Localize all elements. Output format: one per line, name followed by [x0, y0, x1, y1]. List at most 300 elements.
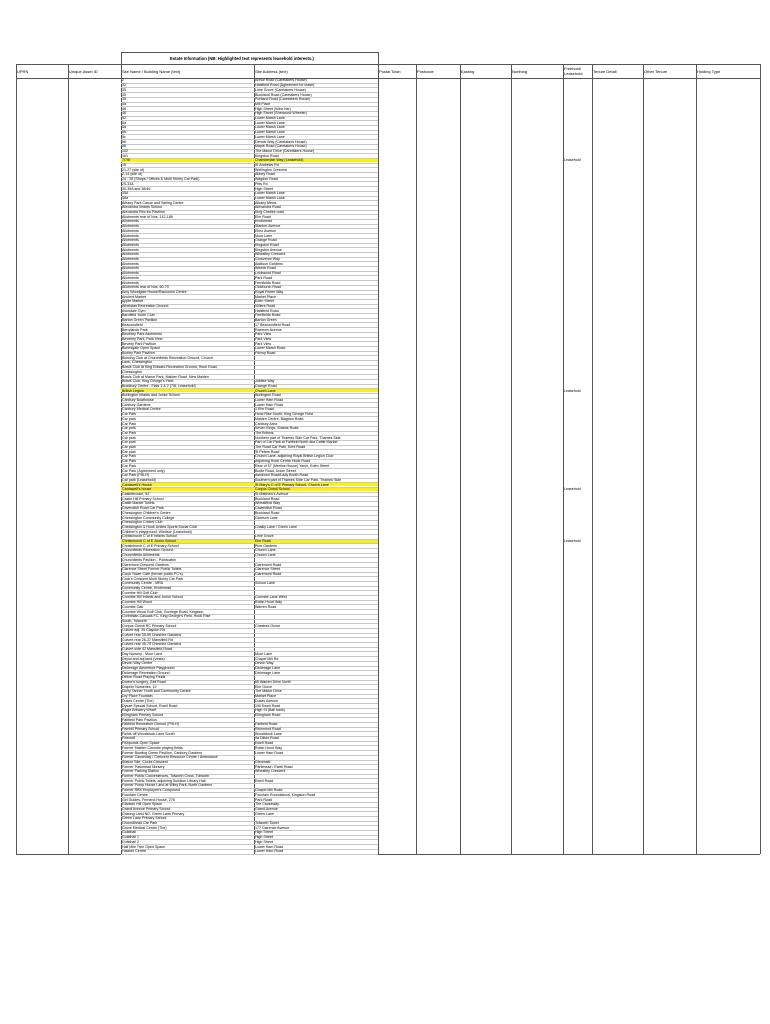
site-name-cell: Allotments	[122, 261, 139, 266]
column-header: Postcode	[417, 69, 434, 74]
site-address-cell: Market Place	[255, 694, 276, 699]
site-name-cell: 2-14 (site of)	[122, 172, 143, 177]
site-address-cell: Richmond Road	[255, 727, 281, 731]
site-name-cell: Allotments	[122, 280, 139, 285]
site-address-cell: Hook Rise South, King George Field	[255, 412, 313, 417]
site-name-cell: Allotments	[122, 271, 139, 276]
site-address-cell: High Street (Wine bar)	[255, 106, 291, 111]
site-address-cell: Devon Way	[255, 661, 274, 666]
site-address-cell: Glenmaid	[255, 759, 271, 764]
site-name-cell: Beverley Park, Park View	[122, 336, 163, 341]
site-address-cell: Park Road	[255, 275, 272, 280]
site-address-cell: Maple Road (Caretakers House)	[255, 144, 307, 149]
site-name-cell: Coombe Hill Golf Club	[122, 590, 158, 595]
site-name-cell: Doctor's surgery, Gell Road	[122, 680, 166, 684]
column-header: Easting	[461, 69, 475, 74]
site-address-cell: Ashdown Road/Lady Booth Road	[255, 473, 309, 478]
site-name-cell: Alexandra Rec inc Pavilion	[122, 210, 165, 214]
site-name-cell: Day Nursery - Moor Lane	[122, 651, 163, 656]
site-address-cell: Knollmead	[255, 219, 272, 224]
site-name-cell: 35	[122, 97, 126, 102]
site-name-cell: Allotments	[122, 266, 139, 271]
tenure-cell: Leasehold	[564, 158, 581, 163]
site-name-cell: 4a	[122, 101, 126, 106]
site-address-cell: Fernfields Road	[255, 313, 281, 318]
site-name-cell: Allotments	[122, 228, 139, 233]
site-address-cell: School Lane	[255, 581, 275, 586]
site-address-cell: Lockwood Road	[255, 271, 281, 276]
site-address-cell: Fairfield Road	[255, 722, 278, 727]
site-name-cell: Chessington Community College	[122, 515, 175, 520]
site-name-cell: Canbury Boathouse	[122, 398, 154, 402]
site-address-cell: Robin Hood Way	[255, 600, 283, 605]
site-name-cell: Dickerage Recreation Ground	[122, 670, 170, 675]
site-address-cell: Chalky Lane / Green Lane	[255, 524, 297, 529]
site-name-cell: 102	[122, 148, 128, 153]
site-address-cell: Royal Fisher Way	[255, 289, 284, 294]
site-address-cell: Wheatley Crescent	[255, 252, 286, 257]
site-name-cell: Allotments	[122, 275, 139, 280]
site-address-cell: Robin Hood Way	[255, 745, 283, 750]
site-name-cell: Fernhill Primary School	[122, 727, 160, 731]
site-address-cell: Bodle Road, Union Street	[255, 468, 296, 473]
site-name-cell: Castle Hill Primary School	[122, 496, 164, 501]
column-header: Postal Town	[379, 69, 401, 74]
site-address-cell: Wheatley Crescent	[255, 769, 286, 774]
site-name-cell: 5b	[122, 130, 126, 135]
site-name-cell: Devon Way Centre	[122, 661, 153, 666]
site-name-cell: Guildhall	[122, 830, 136, 835]
site-name-cell: Half Mile Tree Open Space	[122, 844, 166, 849]
site-name-cell: Barton Green Pavilion	[122, 318, 158, 323]
site-name-cell: Car Park (Agreement only)	[122, 468, 165, 473]
site-address-cell: Lower Ham Road	[255, 844, 283, 849]
site-name-cell: Christchurch C of E Primary School	[122, 543, 179, 548]
site-name-cell: Dry Place Fountain	[122, 694, 153, 699]
site-name-cell: Bowls Club, King George's Field	[122, 379, 174, 384]
column-border	[760, 64, 761, 854]
site-name-cell: Former Public Toilets, adjoining Surbiton Library Hall	[122, 778, 206, 783]
site-name-cell: Allotments rear of Nos. 142-186	[122, 214, 173, 219]
site-name-cell: 48	[122, 106, 126, 111]
site-address-cell: Wellington Crescent	[255, 167, 288, 172]
site-name-cell: Car park	[122, 435, 136, 440]
site-name-cell: 36a	[122, 195, 128, 200]
site-name-cell: Green Lane Primary School	[122, 816, 167, 821]
site-address-cell: St Andrews Rd	[255, 163, 279, 167]
site-name-cell: Bowling Club at Churchfields Recreation Ground, Church	[122, 355, 213, 360]
site-name-cell: Allotments	[122, 238, 139, 243]
site-name-cell: Car park (Leasehold)	[122, 477, 156, 482]
site-name-cell: Car park	[122, 416, 136, 421]
site-name-cell: 35A	[122, 191, 129, 196]
site-name-cell: Car Park	[122, 412, 137, 417]
site-address-cell: High Street	[255, 835, 273, 840]
site-address-cell: Tolworth Tower	[255, 821, 279, 825]
site-address-cell: Clarence Street	[255, 567, 280, 572]
site-name-cell: 5a	[122, 120, 126, 125]
site-name-cell: Grove Medical Centre (The)	[122, 825, 167, 830]
column-header: UPRN	[17, 69, 29, 74]
tenure-cell: Leasehold	[564, 388, 581, 393]
site-name-cell: Chessington Cricket Club	[122, 520, 163, 525]
site-name-cell: Allotments rear of Nos. 60-70	[122, 285, 169, 290]
site-name-cell: Coombe Wood Golf Club, Gorringe Road, Kingston	[122, 609, 204, 614]
site-name-cell: 24 - 28 (Shops / Offices & Multi Storey Car Park)	[122, 177, 200, 182]
site-address-cell: Malden Centre, Blagdon Road	[255, 416, 304, 421]
site-name-cell: British Legion	[122, 388, 144, 393]
site-name-cell: Bowls Club at Manor Park, Malden Road, New Malden	[122, 374, 209, 379]
site-name-cell: Cattle Market Toilets	[122, 501, 155, 506]
site-address-cell: Lower Marsh Lane	[255, 125, 285, 130]
site-name-cell: Culvert side 42 Mansfield Road	[122, 647, 172, 652]
site-address-cell: Hatsfield Road (Agreement for lease)	[255, 83, 315, 88]
site-name-cell: Former Malden Coombe playing fields	[122, 745, 183, 750]
site-address-cell: St Matthew's Avenue	[255, 492, 289, 496]
site-name-cell: Allotments	[122, 219, 139, 224]
site-address-cell: Park View	[255, 341, 272, 346]
site-name-cell: Fairfield Park Pavilion	[122, 717, 157, 722]
site-address-cell: Hatsfield Road	[255, 308, 279, 313]
site-address-cell: Burlington Road	[255, 393, 281, 398]
site-name-cell: 56	[122, 139, 126, 144]
site-address-cell: 190 Ewell Road	[255, 703, 281, 708]
site-name-cell: 21-27 (site of)	[122, 167, 145, 172]
column-header: Holding Type	[697, 69, 721, 74]
site-name-cell: 7/7/8	[122, 158, 130, 163]
site-address-cell: Alexandra Road	[255, 205, 281, 210]
site-name-cell: Chessington Children's Centre	[122, 510, 171, 515]
site-address-cell: Coombe Lane West	[255, 595, 287, 600]
site-name-cell: Churchfields Pavilion - Portacabin	[122, 557, 176, 562]
site-name-cell: Dinton Road Playing Fields	[122, 675, 166, 680]
site-address-cell: Lower Marsh Lane	[255, 134, 285, 139]
site-name-cell: 48	[122, 111, 126, 116]
site-address-cell: Park View	[255, 336, 272, 341]
site-address-cell: Lower Marsh Lane	[255, 191, 285, 196]
site-address-cell: Lower Marsh Lane	[255, 195, 285, 200]
site-name-cell: Dukes Centre (The)	[122, 698, 154, 703]
site-name-cell: Cavendish Road Car Park	[122, 506, 164, 511]
site-name-cell: Barnfield Youth Club	[122, 313, 155, 318]
site-address-cell: Chamberlain Way (Leasehold)	[255, 158, 304, 163]
site-name-cell: Fountain Centre	[122, 792, 148, 797]
site-name-cell: Apple Market	[122, 299, 144, 304]
site-name-cell: 52	[122, 116, 126, 120]
column-header: Unique Asset ID	[69, 69, 98, 74]
site-address-cell: Addison Gardens	[255, 261, 283, 266]
site-address-cell: Woodstock Lane	[255, 731, 282, 736]
site-name-cell: Former Bowling Green Pavilion, Canbury Gardens	[122, 750, 203, 755]
site-address-cell: Chapel Mill Road	[255, 788, 283, 793]
site-name-cell: Alexandra Infants School	[122, 205, 162, 210]
site-address-cell: Ewell Road	[255, 778, 274, 783]
site-name-cell: Car park	[122, 449, 136, 454]
site-name-cell: Albany Park Canoe and Sailing Centre	[122, 200, 184, 205]
site-name-cell: 161	[122, 153, 128, 158]
site-name-cell: Berrylands Park	[122, 327, 148, 332]
site-name-cell: Culvert rear 45-75 Cheshire Gardens	[122, 642, 182, 647]
site-name-cell: Bradbury Centre - Flats 1 & 2 (7/8, Leasehold)	[122, 383, 196, 388]
row-divider	[121, 854, 378, 855]
site-name-cell: Canbury Medical Centre	[122, 407, 161, 412]
site-address-cell: Lower Marsh Lane	[255, 116, 285, 120]
site-address-cell: Moor Lane	[255, 651, 273, 656]
site-address-cell: Buckland Road	[255, 496, 280, 501]
site-name-cell: 2	[122, 78, 124, 83]
site-address-cell: 177 Clarence Avenue	[255, 825, 290, 830]
site-name-cell: Churchfields Recreation Ground	[122, 548, 174, 553]
site-address-cell: Villiers Road	[255, 304, 276, 308]
site-name-cell: Christchurch C of E Junior School	[122, 539, 176, 543]
site-address-cell: Arthur Road (Caretakers House)	[255, 78, 307, 83]
site-name-cell: Dorry Tanner Youth and Community Centre	[122, 689, 191, 694]
site-name-cell: Car park	[122, 426, 136, 431]
site-name-cell: Churchfields Allotments	[122, 553, 160, 558]
column-header: Other Tenure	[644, 69, 668, 74]
column-border	[378, 52, 379, 64]
site-address-cell: 9a Dilton Road	[255, 736, 279, 741]
column-border	[16, 64, 17, 854]
site-address-cell: High St (Ball bank)	[255, 708, 285, 713]
site-address-cell: Buckland Road (Caretakers House)	[255, 92, 312, 97]
site-name-cell: Dickerage Adventure Playground	[122, 665, 175, 670]
site-address-cell: Abbey Road	[255, 172, 275, 177]
site-address-cell: The Manor Drive (Caretakers House)	[255, 148, 315, 153]
site-name-cell: Car Park	[122, 459, 137, 464]
site-name-cell: Dolphin Nurseries, 12	[122, 684, 157, 689]
site-address-cell: King Charles road	[255, 210, 284, 214]
site-name-cell: Groundhead Car Park	[122, 821, 158, 825]
site-name-cell: Corpus Christi RC Primary School	[122, 623, 177, 628]
site-address-cell: Fitzroy Road	[255, 351, 276, 355]
site-name-cell: Allotments	[122, 247, 139, 252]
site-address-cell: Lime Grove (Caretakers House)	[255, 87, 306, 92]
site-name-cell: 30-35A and 38/46	[122, 186, 151, 191]
site-address-cell: Mill Place	[255, 101, 271, 106]
site-name-cell: Allotments	[122, 252, 139, 257]
site-name-cell: Clarence Street Former Public Toilets	[122, 567, 182, 572]
site-address-cell: Weeds Road	[255, 266, 276, 271]
tenure-cell: Leasehold	[564, 487, 581, 492]
site-address-cell: Wagdon Road	[255, 177, 278, 182]
column-border	[511, 64, 512, 854]
site-name-cell: Former RBK Employee's Compound	[122, 788, 181, 793]
site-name-cell: Amy Woodgate House/Raccoons Centre	[122, 289, 187, 294]
site-name-cell: Dysart Special School, Ewell Road	[122, 703, 178, 708]
site-name-cell: Car Park (FHLH)	[122, 473, 149, 478]
column-header: Site Name / Building Name (text)	[122, 69, 181, 74]
column-header: Freehold/ Leasehold	[564, 66, 583, 76]
site-name-cell: 5a	[122, 125, 126, 130]
site-address-cell: Chestnut Grove	[255, 623, 281, 628]
column-border	[121, 52, 122, 64]
site-name-cell: Firecroft	[122, 736, 136, 741]
site-address-cell: Grand Avenue	[255, 806, 278, 811]
site-name-cell: Car park	[122, 440, 136, 445]
site-name-cell: Station Site, Cocks Crescent	[122, 759, 168, 764]
column-header: Northing	[512, 69, 528, 74]
site-name-cell: Coombe Oak	[122, 604, 144, 609]
site-name-cell: Allotments	[122, 224, 139, 229]
tenure-cell: Leasehold	[564, 539, 581, 543]
site-address-cell: Kingston Avenue	[255, 247, 282, 252]
site-address-cell: Church Lane	[255, 548, 276, 553]
site-name-cell: Community Centre, Knollmead	[122, 586, 171, 590]
site-address-cell: Elmo Avenue	[255, 228, 277, 233]
site-name-cell: Coombe Hill Wood	[122, 600, 152, 605]
site-address-cell: Corpus Christi School	[255, 487, 290, 492]
site-address-cell: Parkmead / Ewell Road	[255, 764, 293, 769]
site-address-cell: The Manor Drive	[255, 689, 282, 694]
site-address-cell: High Street	[255, 839, 273, 844]
site-address-cell: Eden Street	[255, 299, 274, 304]
site-address-cell: Dennis Way (Caretakers House)	[255, 139, 307, 144]
site-address-cell: Chapel Mill Rd	[255, 656, 279, 661]
site-address-cell: The Britons	[255, 430, 274, 435]
site-name-cell: Bowls Club at King Edward Recreation Ground, Hook Road,	[122, 365, 218, 370]
site-address-cell: Lower Ham Road	[255, 398, 283, 402]
site-name-cell: Ancient Market	[122, 294, 146, 299]
site-address-cell: Elm Road	[255, 539, 271, 543]
site-address-cell: Grange Road	[255, 238, 277, 243]
site-name-cell: Coombe Hill Infants and Junior School	[122, 595, 184, 600]
site-address-cell: Lower Ham Road	[255, 402, 283, 407]
site-address-cell: Elm Road	[255, 214, 271, 219]
site-name-cell: 56	[122, 144, 126, 149]
site-address-cell: The Road Car Park, Kent Road	[255, 445, 305, 449]
site-name-cell: Guildhall 1	[122, 835, 139, 840]
site-name-cell: Culvert rear 35-59 Cheshire Gardens	[122, 633, 182, 637]
site-name-cell: Former Parkmead Nursery	[122, 764, 165, 769]
site-name-cell: Boxley Park Pavilion	[122, 351, 155, 355]
site-name-cell: Chessington & Hook United Sports Social Club	[122, 524, 197, 529]
site-address-cell: Claremont Road	[255, 571, 282, 576]
site-name-cell: Car Park	[122, 421, 137, 426]
site-address-cell: Fernfields Road	[255, 280, 281, 285]
site-address-cell: Northern part of Thames Side Car Park, Thames Side	[255, 435, 341, 440]
site-address-cell: Church Lane, adjoining Royal British Legion Club	[255, 454, 334, 459]
site-name-cell: Claremont Crescent Gardens	[122, 562, 169, 567]
site-address-cell: High Street	[255, 186, 273, 191]
site-name-cell: Community Centre - MRA	[122, 581, 164, 586]
site-name-cell: South, Tolworth	[122, 618, 147, 623]
site-name-cell: Bonesgate Open Space	[122, 346, 161, 351]
site-address-cell: Grosvenor Way	[255, 257, 280, 261]
site-name-cell: 5c	[122, 134, 126, 139]
site-address-cell: Garrison Lane	[255, 515, 278, 520]
site-address-cell: Albany Mews	[255, 200, 277, 205]
site-name-cell: 32	[122, 83, 126, 88]
site-address-cell: Lower Marsh Road	[255, 346, 286, 351]
site-name-cell: Cardawell's house	[122, 487, 152, 492]
site-address-cell: 17 Beaconsfield Road	[255, 322, 291, 327]
site-address-cell: High Street	[255, 830, 273, 835]
row-border	[121, 52, 378, 53]
site-name-cell: Canbury Gardens	[122, 402, 151, 407]
site-address-cell: Park View	[255, 332, 272, 337]
site-address-cell: St Mary's C of E Primary School, Church Lane	[255, 482, 329, 487]
site-address-cell: Lower Marsh Lane	[255, 130, 285, 135]
site-name-cell: Former Pump House Land at Wiley Park, North Gardens	[122, 783, 213, 788]
site-name-cell: Grasing Land NO: Green Lane Primary	[122, 811, 185, 816]
site-name-cell: Car park	[122, 445, 136, 449]
site-name-cell: 35	[122, 87, 126, 92]
site-name-cell: Avondale Gym	[122, 308, 146, 313]
site-name-cell: Culvert rear 26-37 Mansfield Rd	[122, 637, 173, 642]
site-address-cell: Dickerage Lane	[255, 670, 281, 675]
site-address-cell: Dukes Avenue	[255, 698, 279, 703]
site-name-cell: Eagle Brewery Wharf	[122, 708, 156, 713]
site-address-cell: Raeburn Avenue	[255, 327, 282, 332]
site-name-cell: Culvert adj. 35 Claydon Rd	[122, 628, 165, 633]
column-border	[416, 64, 417, 854]
site-address-cell: Church Lane	[255, 388, 276, 393]
estate-title: Estate Information (NB: Highlighted text represents leasehold interests.)	[170, 56, 314, 61]
site-name-cell: Corinthian-Casuals FC, King George's Field, Hook Rise	[122, 614, 211, 619]
site-name-cell: Ellingham Primary School	[122, 712, 164, 717]
site-name-cell: Allotments	[122, 233, 139, 238]
site-address-cell: Ellingham Road	[255, 712, 281, 717]
site-name-cell: Athelstan Recreation Ground	[122, 304, 169, 308]
site-address-cell: Buckland Road	[255, 510, 280, 515]
site-name-cell: Beverley Park Allotments	[122, 332, 162, 337]
site-address-cell: Elm Grove	[255, 684, 272, 689]
site-address-cell: The Causeway	[255, 802, 279, 807]
site-address-cell: Moor Lane	[255, 233, 273, 238]
column-header: Site Address (text)	[255, 69, 288, 74]
site-address-cell: High Street (Sherwood Wheeler)	[255, 111, 307, 116]
site-address-cell: Pine Gardens	[255, 543, 277, 548]
site-address-cell: Pitts Rd	[255, 181, 268, 186]
site-address-cell: Jubilee Way	[255, 379, 275, 384]
site-address-cell: Ewell Road	[255, 741, 274, 746]
site-name-cell: Car Park	[122, 454, 137, 459]
column-border	[643, 64, 644, 854]
site-name-cell: Former Public Conveniences, Tolworth Cross, Tolworth	[122, 774, 210, 778]
site-address-cell: Southern part of Thames Side Car Park, Thames Side	[255, 477, 342, 482]
site-name-cell: Car Park	[122, 430, 137, 435]
site-name-cell: Burlington Infants and Junior School	[122, 393, 180, 398]
site-address-cell: Green Lane	[255, 811, 274, 816]
site-name-cell: Allotments	[122, 242, 139, 247]
column-header: Tenure Detail	[593, 69, 617, 74]
site-address-cell: Oldchurch Road	[255, 285, 281, 290]
site-name-cell: Girl Guides, Fernend House, 278	[122, 797, 175, 802]
site-name-cell: Children's playground, Windsor (Leasehold)	[122, 529, 192, 534]
site-address-cell: Kingston Road	[255, 153, 279, 158]
site-name-cell: Former Parking Station	[122, 769, 159, 774]
site-name-cell: Depot and adj land (Vesta)	[122, 656, 165, 661]
site-name-cell: Cardawell's House	[122, 482, 152, 487]
site-address-cell: Lower Ham Road	[255, 849, 283, 854]
site-name-cell: Castlebrooke, 92	[122, 492, 150, 496]
column-border	[563, 64, 564, 854]
site-address-cell: Lime Grove	[255, 534, 274, 539]
site-name-cell: Former Causeway / Crescent Resource Centre / Ambulance	[122, 755, 218, 760]
site-name-cell: Fairfield Recreation Ground (FHLH)	[122, 722, 179, 727]
site-address-cell: Adjoining Hook Centre Hook Road	[255, 459, 310, 464]
site-address-cell: Lower Marsh Lane	[255, 120, 285, 125]
site-name-cell: Allotments	[122, 257, 139, 261]
site-name-cell: Car Park	[122, 463, 137, 468]
site-address-cell: Dickerage Lane	[255, 665, 281, 670]
site-name-cell: Fishponds Open Space	[122, 741, 160, 746]
site-address-cell: Part of Car Park at Fairfield North aka Cattle Market	[255, 440, 338, 445]
site-address-cell: Kingston Road	[255, 242, 279, 247]
column-border	[592, 64, 593, 854]
site-address-cell: 65 Warren Drive North	[255, 680, 291, 684]
